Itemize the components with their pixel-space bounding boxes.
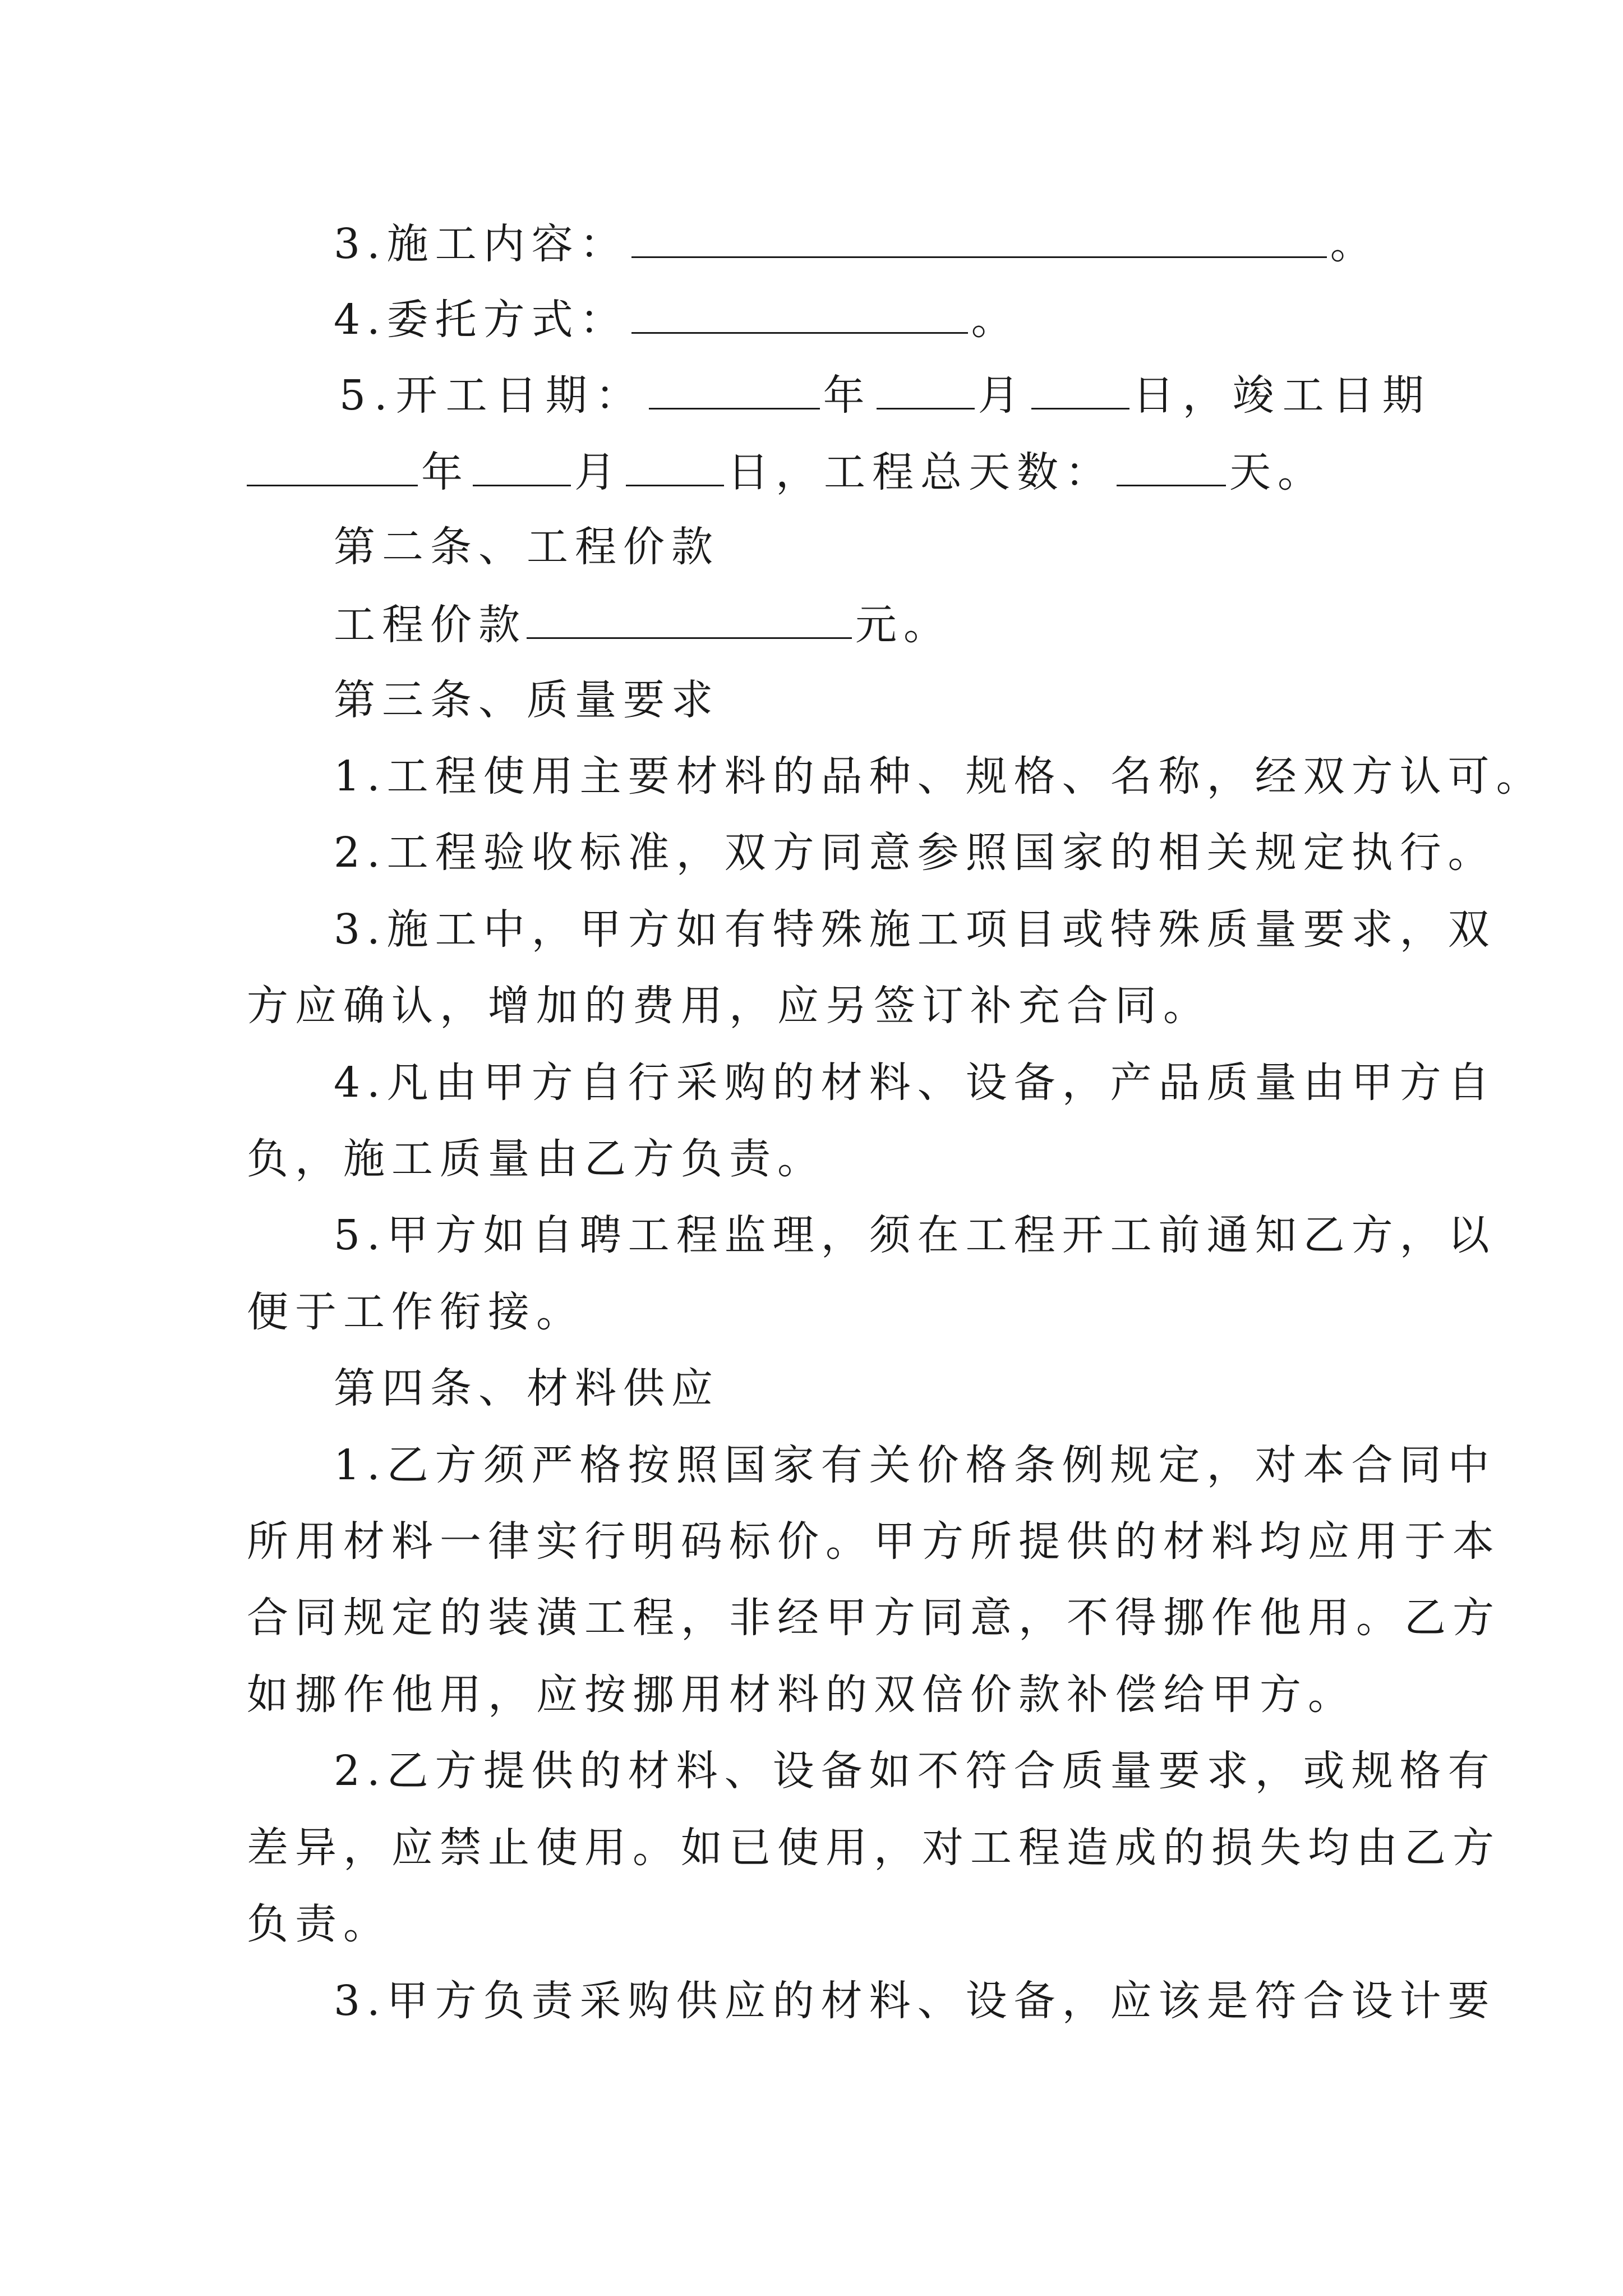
article4-heading: 第四条、材料供应 [334,1364,720,1412]
article4-line: 合同规定的装潢工程，非经甲方同意，不得挪作他用。乙方 [247,1594,1501,1642]
article4-line: 差异，应禁止使用。如已使用，对工程造成的损失均由乙方 [247,1824,1501,1872]
price-line: 工程价款 元。 [334,601,952,649]
article3-line: 5.甲方如自聘工程监理，须在工程开工前通知乙方，以 [334,1211,1496,1259]
price-label: 工程价款 [334,601,527,649]
item-construction-content: 3.施工内容： 。 [334,220,1378,268]
article3-line: 便于工作衔接。 [247,1288,584,1336]
article4-line: 2.乙方提供的材料、设备如不符合质量要求，或规格有 [334,1747,1496,1795]
article3-line: 2.工程验收标准，双方同意参照国家的相关规定执行。 [334,829,1496,877]
article2-heading: 第二条、工程价款 [334,523,720,571]
commission-method-blank[interactable] [631,297,968,334]
construction-content-blank[interactable] [631,222,1327,258]
article4-line: 负责。 [247,1900,391,1948]
article4-line: 1.乙方须严格按照国家有关价格条例规定，对本合同中 [334,1441,1496,1489]
item-commission-method: 4.委托方式： 。 [334,296,1020,344]
completion-month-blank[interactable] [473,450,571,486]
item-start-date: 5.开工日期： 年 月 日，竣工日期 [339,371,1432,420]
article4-line: 如挪作他用，应按挪用材料的双倍价款补偿给甲方。 [247,1671,1356,1719]
article3-line: 方应确认，增加的费用，应另签订补充合同。 [247,982,1211,1030]
commission-method-label: 4.委托方式： [334,296,628,344]
article4-line: 所用材料一律实行明码标价。甲方所提供的材料均应用于本 [247,1517,1501,1566]
start-year-blank[interactable] [649,373,820,409]
item-completion-date: 年 月 日，工程总天数： 天。 [247,450,1326,493]
completion-day-blank[interactable] [626,450,724,486]
completion-date-label: 竣工日期 [1232,371,1432,420]
article3-heading: 第三条、质量要求 [334,676,720,724]
article3-line: 负，施工质量由乙方负责。 [247,1135,826,1183]
article3-line: 4.凡由甲方自行采购的材料、设备，产品质量由甲方自 [334,1059,1496,1107]
article3-line: 3.施工中，甲方如有特殊施工项目或特殊质量要求，双 [334,905,1496,954]
article3-line: 1.工程使用主要材料的品种、规格、名称，经双方认可。 [334,752,1544,800]
total-days-blank[interactable] [1117,450,1226,486]
start-day-blank[interactable] [1031,373,1129,409]
price-blank[interactable] [527,602,852,639]
start-date-label: 5.开工日期： [339,371,645,420]
completion-year-blank[interactable] [247,450,418,486]
start-month-blank[interactable] [877,373,975,409]
article4-line: 3.甲方负责采购供应的材料、设备，应该是符合设计要 [334,1977,1496,2025]
construction-content-label: 3.施工内容： [334,220,628,268]
